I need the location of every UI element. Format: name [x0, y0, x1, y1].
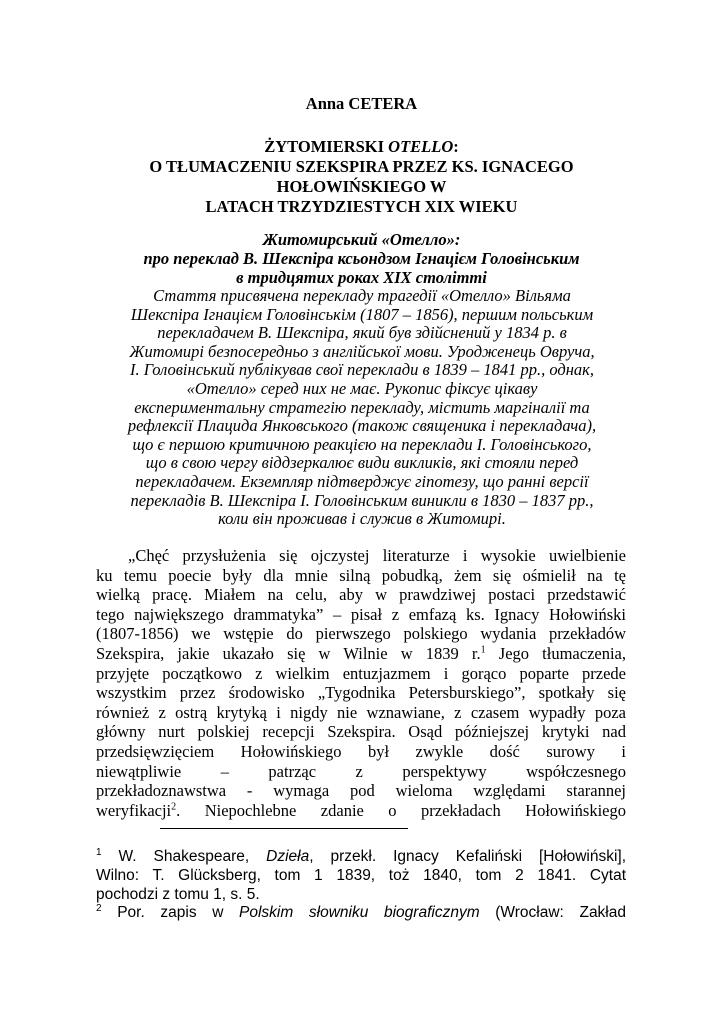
footnote-1-italic: Dzieła	[266, 848, 310, 865]
abstract-line: перекладів В. Шекспіра І. Головінським виникли в 1830 – 1837 рр.,	[130, 490, 594, 510]
author-name: Anna CETERA	[305, 94, 418, 113]
uk-title-line-2: про переклад В. Шекспіра ксьондзом Ігнацієм Головінським	[143, 249, 580, 268]
body-line: wszystkim przez środowisko „Tygodnika Petersburskiego”, spotkały się	[96, 683, 626, 703]
body-line: przekładoznawstwa - wymaga pod wieloma względami starannej	[96, 781, 626, 801]
body-line	[96, 644, 626, 664]
footnote-2-number: 2	[96, 903, 102, 915]
body-line: wielką pracę. Miałem na celu, aby w prawdziwej postaci przedstawić	[96, 585, 626, 605]
footnote-2-italic: Polskim słowniku biograficznym	[239, 904, 480, 922]
footnotes	[96, 848, 626, 923]
footnote-1-text-a: W. Shakespeare,	[101, 848, 267, 865]
body-line: przedsięwzięciem Hołowińskiego był zwykle dość surowy i	[96, 741, 626, 761]
abstract-line: Стаття присвячена перекладу трагедії «Отелло» Вільяма	[153, 286, 571, 305]
abstract-line: перекладачем. Екземпляр підтверджує гіпотезу, що ранні версії	[135, 471, 589, 491]
body-paragraph	[96, 546, 626, 820]
title-line-1-end: :	[453, 137, 459, 156]
footnote-1-line-1	[96, 848, 626, 867]
body-line-14-start: weryfikacji	[96, 800, 172, 820]
body-line: ku temu poecie były dla mnie silną pobudką, żem się ośmielił na tę	[96, 565, 626, 585]
body-line-6-start: Szekspira, jakie ukazało się w Wilnie w 1839 r.	[96, 643, 481, 663]
abstract-line: коли він проживав і служив в Житомирі.	[218, 509, 506, 529]
title-line-1-start: ŻYTOMIERSKI	[264, 137, 389, 156]
footnote-separator	[160, 828, 408, 829]
uk-title-line-1: Житомирський «Отелло»:	[262, 230, 461, 249]
footnote-2-text-b: (Wrocław: Zakład	[479, 904, 626, 922]
body-line-6-end: Jego tłumaczenia,	[485, 643, 627, 663]
footnote-1-line-2: Wilno: T. Glücksberg, tom 1 1839, toż 1840, tom 2 1841. Cytat	[96, 866, 626, 884]
abstract-line: Шекспіра Ігнацієм Головінськім (1807 – 1856), першим польським	[130, 304, 594, 324]
body-line: „Chęć przysłużenia się ojczystej literaturze i wysokie uwielbienie	[128, 546, 626, 565]
body-line: niewątpliwie – patrząc z perspektywy współczesnego	[96, 761, 626, 781]
title-line-1	[100, 137, 623, 157]
abstract-line: «Отелло» серед них не має. Рукопис фіксує цікаву	[186, 378, 538, 398]
abstract-line: що в свою чергу віддзеркалює види викликів, які стояли перед	[145, 453, 579, 473]
abstract-line: перекладачем В. Шекспіра, який був здійснений у 1834 р. в	[157, 323, 567, 343]
abstract-line: Житомирі безпосередньо з англійської мови. Уродженець Овруча,	[129, 341, 595, 361]
body-line: przyjęte początkowo z wielkim entuzjazmem i gorąco poparte przede	[96, 663, 626, 683]
footnote-1-number: 1	[96, 846, 102, 858]
abstract-line: рефлексії Плацида Янковського (також священика і перекладача),	[127, 416, 597, 436]
article-title	[100, 137, 623, 217]
ukrainian-title	[100, 230, 623, 287]
abstract-line: що є першою критичною реакцією на переклади І. Головінського,	[132, 434, 592, 454]
footnote-ref-2[interactable]: 2	[171, 801, 177, 813]
abstract-line: експериментальну стратегію перекладу, містить маргіналії та	[134, 397, 590, 417]
abstract-line: І. Головінський публікував свої переклади в 1839 – 1841 рр., однак,	[130, 360, 594, 380]
footnote-ref-1[interactable]: 1	[480, 644, 486, 656]
title-line-2: O TŁUMACZENIU SZEKSPIRA PRZEZ KS. IGNACEGO	[149, 157, 574, 176]
body-line: główny nurt polskiej recepcji Szekspira. Osąd późniejszej krytyki nad	[96, 722, 626, 742]
abstract	[72, 287, 652, 529]
body-line: (1807-1856) we wstępie do pierwszego polskiego wydania przekładów	[96, 624, 626, 644]
body-line-14-end: . Niepochlebne zdanie o przekładach Hołowińskiego	[176, 800, 626, 820]
footnote-2-line-1	[96, 904, 626, 923]
footnote-1-line-3: pochodzi z tomu 1, s. 5.	[96, 885, 260, 903]
title-italic-otello: OTELLO	[388, 137, 454, 156]
body-line: tego największego drammatyka” – pisał z emfazą ks. Ignacy Hołowiński	[96, 604, 626, 624]
body-line: również z ostrą krytyką i nigdy nie wznawiane, z czasem wypadły poza	[96, 702, 626, 722]
body-line	[96, 801, 626, 821]
footnote-2-text-a: Por. zapis w	[101, 904, 240, 922]
title-line-3: HOŁOWIŃSKIEGO W	[276, 177, 447, 196]
title-line-4: LATACH TRZYDZIESTYCH XIX WIEKU	[205, 197, 518, 216]
uk-title-line-3: в тридцятих роках XIX столітті	[236, 268, 487, 287]
footnote-1-text-b: , przekł. Ignacy Kefaliński [Hołowiński],	[309, 848, 627, 865]
